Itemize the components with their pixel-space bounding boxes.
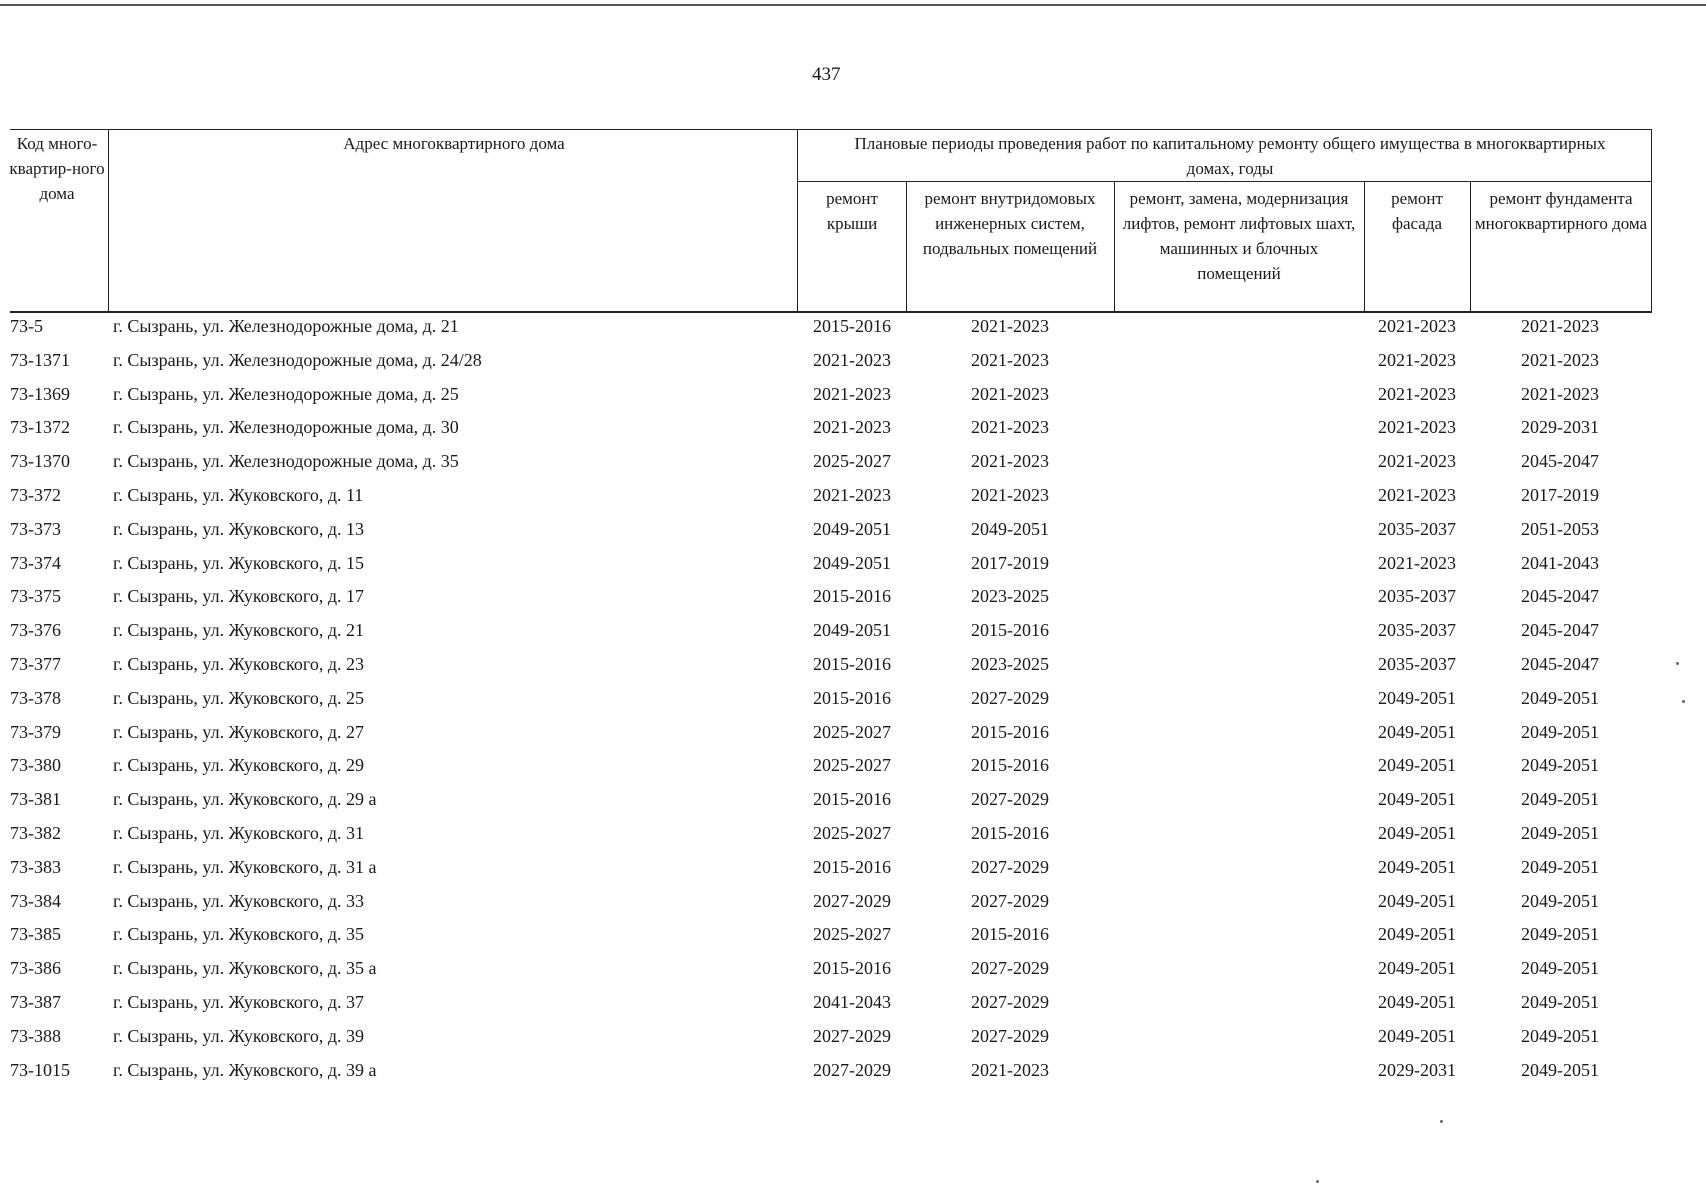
- row-foundation: 2049-2051: [1521, 721, 1599, 742]
- header-vline: [906, 181, 907, 312]
- row-systems: 2015-2016: [971, 755, 1049, 776]
- row-roof: 2049-2051: [813, 620, 891, 641]
- row-systems: 2017-2019: [971, 552, 1049, 573]
- row-facade: 2021-2023: [1378, 316, 1456, 336]
- row-foundation: 2045-2047: [1521, 586, 1599, 607]
- header-vline: [1470, 181, 1471, 312]
- row-address: г. Сызрань, ул. Жуковского, д. 25: [113, 687, 364, 708]
- row-roof: 2025-2027: [813, 451, 891, 472]
- row-foundation: 2049-2051: [1521, 789, 1599, 810]
- row-systems: 2023-2025: [971, 654, 1049, 674]
- row-facade: 2049-2051: [1378, 687, 1456, 708]
- row-foundation: 2049-2051: [1521, 958, 1599, 979]
- row-systems: 2021-2023: [971, 451, 1049, 472]
- table-row: [0, 721, 1706, 755]
- header-vline: [1114, 181, 1115, 312]
- row-facade: 2049-2051: [1378, 992, 1456, 1012]
- row-systems: 2049-2051: [971, 518, 1049, 539]
- row-address: г. Сызрань, ул. Жуковского, д. 35 а: [113, 958, 377, 979]
- row-systems: 2015-2016: [971, 823, 1049, 843]
- row-systems: 2015-2016: [971, 721, 1049, 742]
- row-address: г. Сызрань, ул. Жуковского, д. 39 а: [113, 1059, 377, 1080]
- table-row: [0, 484, 1706, 518]
- row-facade: 2049-2051: [1378, 958, 1456, 979]
- row-systems: 2021-2023: [971, 485, 1049, 505]
- table-row: [0, 923, 1706, 957]
- row-facade: 2035-2037: [1378, 620, 1456, 641]
- table-row: [0, 890, 1706, 924]
- row-foundation: 2049-2051: [1521, 1025, 1599, 1046]
- row-systems: 2027-2029: [971, 958, 1049, 979]
- row-roof: 2021-2023: [813, 349, 891, 370]
- row-code: 73-378: [10, 687, 61, 708]
- row-address: г. Сызрань, ул. Жуковского, д. 21: [113, 620, 364, 641]
- row-code: 73-382: [10, 823, 61, 843]
- row-address: г. Сызрань, ул. Жуковского, д. 37: [113, 992, 364, 1012]
- row-roof: 2027-2029: [813, 890, 891, 911]
- row-foundation: 2021-2023: [1521, 316, 1599, 336]
- table-row: [0, 518, 1706, 552]
- row-foundation: 2051-2053: [1521, 518, 1599, 539]
- header-periods: Плановые периоды проведения работ по капитальному ремонту общего имущества в многоквартирных домах, годы: [854, 134, 1606, 178]
- row-code: 73-1371: [10, 349, 70, 370]
- row-code: 73-5: [10, 316, 43, 336]
- table-row: [0, 416, 1706, 450]
- table-row: [0, 788, 1706, 822]
- row-facade: 2021-2023: [1378, 451, 1456, 472]
- table-row: [0, 822, 1706, 856]
- row-systems: 2015-2016: [971, 620, 1049, 641]
- row-code: 73-1369: [10, 383, 70, 404]
- row-code: 73-1372: [10, 417, 70, 438]
- row-code: 73-379: [10, 721, 61, 742]
- table-row: [0, 1025, 1706, 1059]
- row-systems: 2027-2029: [971, 1025, 1049, 1046]
- header-roof: ремонт крыши: [826, 189, 878, 233]
- row-facade: 2049-2051: [1378, 789, 1456, 810]
- row-address: г. Сызрань, ул. Жуковского, д. 23: [113, 654, 364, 674]
- table-row: [0, 619, 1706, 653]
- row-address: г. Сызрань, ул. Жуковского, д. 39: [113, 1025, 364, 1046]
- table-row: [0, 1059, 1706, 1093]
- row-roof: 2041-2043: [813, 992, 891, 1012]
- row-foundation: 2017-2019: [1521, 485, 1599, 505]
- table-row: [0, 957, 1706, 991]
- row-address: г. Сызрань, ул. Жуковского, д. 13: [113, 518, 364, 539]
- row-systems: 2027-2029: [971, 789, 1049, 810]
- table-row: [0, 585, 1706, 619]
- scan-speck: [1676, 662, 1679, 665]
- row-roof: 2015-2016: [813, 958, 891, 979]
- row-roof: 2021-2023: [813, 383, 891, 404]
- header-vline: [797, 129, 798, 312]
- table-row: [0, 653, 1706, 687]
- row-address: г. Сызрань, ул. Железнодорожные дома, д. 35: [113, 451, 459, 472]
- table-row: [0, 315, 1706, 349]
- page-number: 437: [812, 64, 841, 85]
- top-rule: [0, 4, 1706, 6]
- row-systems: 2027-2029: [971, 687, 1049, 708]
- row-address: г. Сызрань, ул. Железнодорожные дома, д. 25: [113, 383, 459, 404]
- header-top-line: [10, 129, 1652, 130]
- row-code: 73-372: [10, 485, 61, 505]
- row-address: г. Сызрань, ул. Жуковского, д. 35: [113, 924, 364, 945]
- table-row: [0, 552, 1706, 586]
- row-code: 73-386: [10, 958, 61, 979]
- header-code: Код много-квартир-ного дома: [9, 134, 105, 203]
- row-foundation: 2029-2031: [1521, 417, 1599, 438]
- row-foundation: 2049-2051: [1521, 890, 1599, 911]
- header-vline: [108, 129, 109, 312]
- row-systems: 2021-2023: [971, 383, 1049, 404]
- row-address: г. Сызрань, ул. Железнодорожные дома, д. 30: [113, 417, 459, 438]
- row-systems: 2015-2016: [971, 924, 1049, 945]
- row-roof: 2021-2023: [813, 417, 891, 438]
- row-foundation: 2049-2051: [1521, 992, 1599, 1012]
- row-code: 73-387: [10, 992, 61, 1012]
- row-roof: 2015-2016: [813, 654, 891, 674]
- header-lift: ремонт, замена, модернизация лифтов, ремонт лифтовых шахт, машинных и блочных помещений: [1122, 189, 1356, 283]
- row-facade: 2049-2051: [1378, 924, 1456, 945]
- row-systems: 2021-2023: [971, 1059, 1049, 1080]
- row-address: г. Сызрань, ул. Жуковского, д. 11: [113, 485, 364, 505]
- row-code: 73-373: [10, 518, 61, 539]
- row-code: 73-376: [10, 620, 61, 641]
- row-facade: 2021-2023: [1378, 485, 1456, 505]
- row-roof: 2015-2016: [813, 856, 891, 877]
- row-facade: 2021-2023: [1378, 349, 1456, 370]
- row-code: 73-375: [10, 586, 61, 607]
- row-address: г. Сызрань, ул. Железнодорожные дома, д. 24/28: [113, 349, 482, 370]
- row-roof: 2015-2016: [813, 586, 891, 607]
- row-facade: 2049-2051: [1378, 1025, 1456, 1046]
- header-vline: [1364, 181, 1365, 312]
- header-facade: ремонт фасада: [1391, 189, 1443, 233]
- row-facade: 2021-2023: [1378, 417, 1456, 438]
- row-code: 73-385: [10, 924, 61, 945]
- row-roof: 2015-2016: [813, 316, 891, 336]
- row-facade: 2021-2023: [1378, 383, 1456, 404]
- row-address: г. Сызрань, ул. Жуковского, д. 29: [113, 755, 364, 776]
- row-facade: 2049-2051: [1378, 856, 1456, 877]
- row-code: 73-381: [10, 789, 61, 810]
- row-address: г. Сызрань, ул. Жуковского, д. 17: [113, 586, 364, 607]
- header-foundation: ремонт фундамента многоквартирного дома: [1474, 189, 1648, 233]
- table-row: [0, 687, 1706, 721]
- row-roof: 2049-2051: [813, 552, 891, 573]
- row-systems: 2021-2023: [971, 316, 1049, 336]
- row-facade: 2035-2037: [1378, 654, 1456, 674]
- scan-speck: [1316, 1180, 1319, 1183]
- row-foundation: 2049-2051: [1521, 856, 1599, 877]
- table-row: [0, 856, 1706, 890]
- row-foundation: 2049-2051: [1521, 1059, 1599, 1080]
- row-facade: 2035-2037: [1378, 586, 1456, 607]
- row-foundation: 2021-2023: [1521, 349, 1599, 370]
- row-address: г. Сызрань, ул. Жуковского, д. 15: [113, 552, 364, 573]
- row-foundation: 2049-2051: [1521, 755, 1599, 776]
- row-code: 73-374: [10, 552, 61, 573]
- row-foundation: 2045-2047: [1521, 654, 1599, 674]
- row-roof: 2015-2016: [813, 789, 891, 810]
- table-row: [0, 349, 1706, 383]
- row-facade: 2021-2023: [1378, 552, 1456, 573]
- row-roof: 2025-2027: [813, 823, 891, 843]
- row-systems: 2021-2023: [971, 349, 1049, 370]
- row-systems: 2027-2029: [971, 856, 1049, 877]
- table-row: [0, 991, 1706, 1025]
- row-facade: 2035-2037: [1378, 518, 1456, 539]
- row-roof: 2021-2023: [813, 485, 891, 505]
- row-address: г. Сызрань, ул. Жуковского, д. 31: [113, 823, 364, 843]
- table-row: [0, 450, 1706, 484]
- row-systems: 2027-2029: [971, 992, 1049, 1012]
- row-systems: 2023-2025: [971, 586, 1049, 607]
- row-facade: 2049-2051: [1378, 823, 1456, 843]
- row-code: 73-384: [10, 890, 61, 911]
- scan-speck: [1440, 1120, 1443, 1123]
- row-roof: 2025-2027: [813, 721, 891, 742]
- row-foundation: 2021-2023: [1521, 383, 1599, 404]
- row-facade: 2049-2051: [1378, 755, 1456, 776]
- row-code: 73-388: [10, 1025, 61, 1046]
- header-mid-line: [798, 181, 1652, 182]
- row-facade: 2049-2051: [1378, 721, 1456, 742]
- row-code: 73-1370: [10, 451, 70, 472]
- table-row: [0, 754, 1706, 788]
- row-systems: 2027-2029: [971, 890, 1049, 911]
- row-address: г. Сызрань, ул. Жуковского, д. 31 а: [113, 856, 377, 877]
- row-foundation: 2041-2043: [1521, 552, 1599, 573]
- row-roof: 2025-2027: [813, 924, 891, 945]
- row-address: г. Сызрань, ул. Жуковского, д. 27: [113, 721, 364, 742]
- row-address: г. Сызрань, ул. Жуковского, д. 29 а: [113, 789, 377, 810]
- header-bottom-line: [10, 311, 1652, 313]
- row-code: 73-383: [10, 856, 61, 877]
- row-foundation: 2049-2051: [1521, 924, 1599, 945]
- row-roof: 2015-2016: [813, 687, 891, 708]
- header-systems: ремонт внутридомовых инженерных систем, подвальных помещений: [922, 189, 1098, 258]
- row-foundation: 2049-2051: [1521, 687, 1599, 708]
- row-code: 73-377: [10, 654, 61, 674]
- row-foundation: 2045-2047: [1521, 620, 1599, 641]
- row-address: г. Сызрань, ул. Жуковского, д. 33: [113, 890, 364, 911]
- row-roof: 2025-2027: [813, 755, 891, 776]
- table-row: [0, 383, 1706, 417]
- row-address: г. Сызрань, ул. Железнодорожные дома, д. 21: [113, 316, 459, 336]
- row-facade: 2029-2031: [1378, 1059, 1456, 1080]
- row-code: 73-380: [10, 755, 61, 776]
- row-foundation: 2049-2051: [1521, 823, 1599, 843]
- row-systems: 2021-2023: [971, 417, 1049, 438]
- row-code: 73-1015: [10, 1059, 70, 1080]
- row-roof: 2027-2029: [813, 1059, 891, 1080]
- row-roof: 2027-2029: [813, 1025, 891, 1046]
- scan-speck: [1682, 700, 1685, 703]
- header-vline: [1651, 129, 1652, 312]
- header-address: Адрес многоквартирного дома: [343, 134, 565, 153]
- row-facade: 2049-2051: [1378, 890, 1456, 911]
- row-foundation: 2045-2047: [1521, 451, 1599, 472]
- row-roof: 2049-2051: [813, 518, 891, 539]
